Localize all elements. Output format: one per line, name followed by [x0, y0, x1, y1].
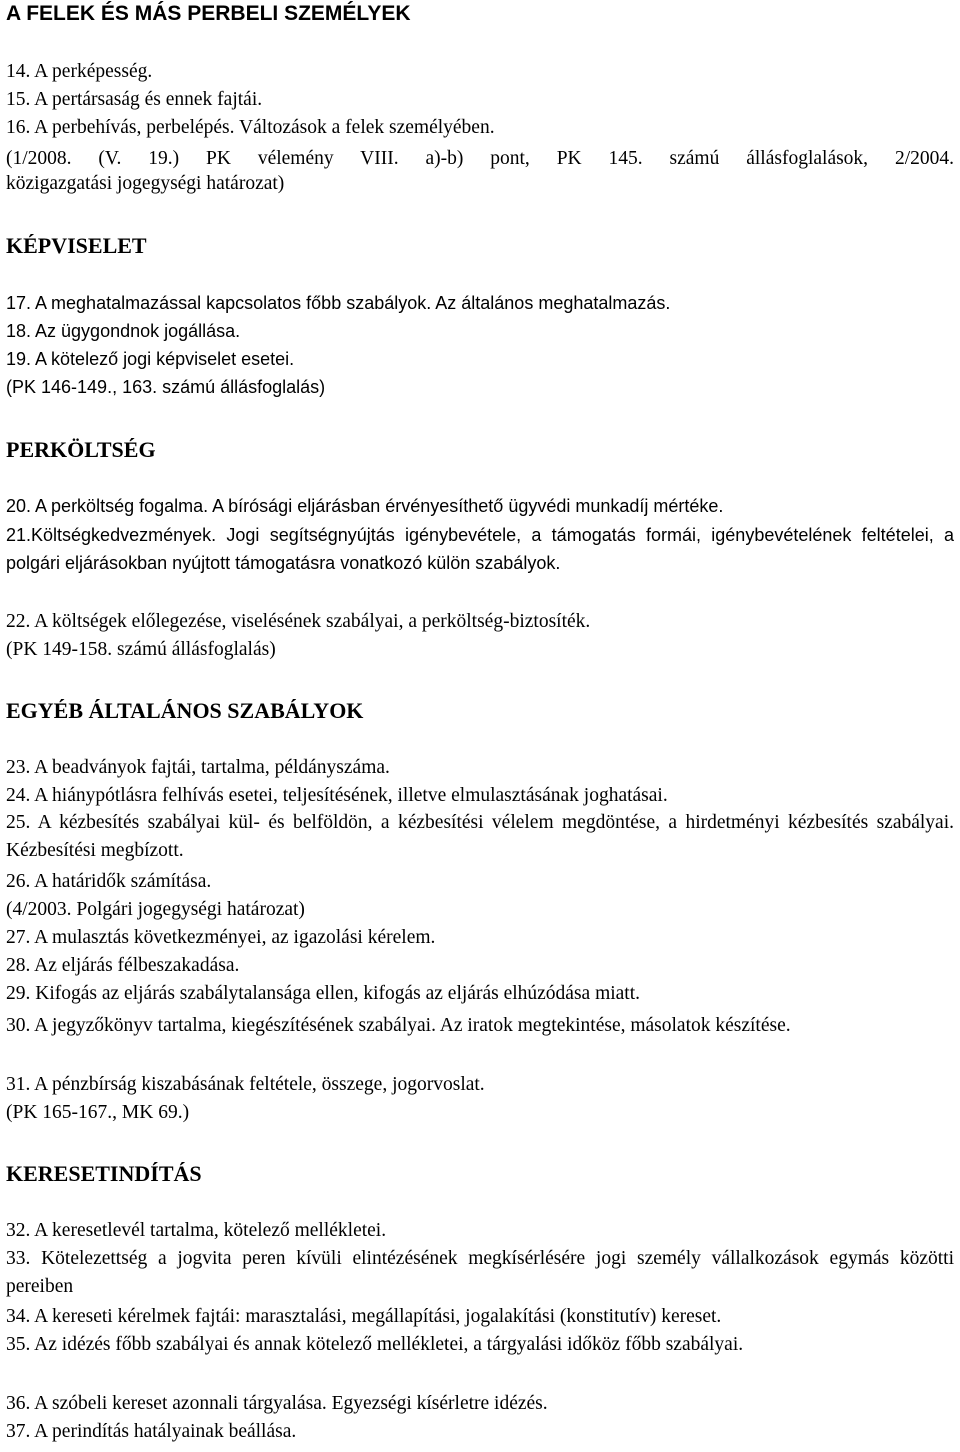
list-item-14: 14. A perképesség. — [6, 61, 153, 82]
list-item-22-reference: (PK 149-158. számú állásfoglalás) — [6, 639, 276, 660]
list-item-16-reference-cont: közigazgatási jogegységi határozat) — [6, 173, 285, 194]
list-item-34: 34. A kereseti kérelmek fajtái: marasztalási, megállapítási, jogalakítási (konstitutív) kereset. — [6, 1306, 722, 1327]
list-item-17: 17. A meghatalmazással kapcsolatos főbb szabályok. Az általános meghatalmazás. — [6, 293, 671, 313]
list-item-19-reference: (PK 146-149., 163. számú állásfoglalás) — [6, 377, 326, 397]
list-item-36: 36. A szóbeli kereset azonnali tárgyalása. Egyezségi kísérletre idézés. — [6, 1393, 548, 1414]
list-item-35: 35. Az idézés főbb szabályai és annak kötelező mellékletei, a tárgyalási időköz főbb szabályai. — [6, 1334, 744, 1355]
list-item-16-reference: (1/2008. (V. 19.) PK vélemény VIII. a)-b) pont, PK 145. számú állásfoglalások, 2/2004. — [6, 148, 954, 169]
list-item-32: 32. A keresetlevél tartalma, kötelező mellékletei. — [6, 1220, 387, 1241]
list-item-37: 37. A perindítás hatályainak beállása. — [6, 1421, 297, 1442]
list-item-27: 27. A mulasztás következményei, az igazolási kérelem. — [6, 927, 436, 948]
list-item-28: 28. Az eljárás félbeszakadása. — [6, 955, 240, 976]
list-item-26: 26. A határidők számítása. — [6, 871, 212, 892]
list-item-23: 23. A beadványok fajtái, tartalma, példányszáma. — [6, 757, 390, 778]
list-item-20: 20. A perköltség fogalma. A bírósági eljárásban érvényesíthető ügyvédi munkadíj mértéke. — [6, 496, 724, 516]
section-heading-felek: A FELEK ÉS MÁS PERBELI SZEMÉLYEK — [6, 2, 411, 25]
list-item-22: 22. A költségek előlegezése, viselésének szabályai, a perköltség-biztosíték. — [6, 611, 591, 632]
list-item-33: 33. Kötelezettség a jogvita peren kívüli elintézésének megkísérlésére jogi személy vállalkozások egymás közötti pereiben — [6, 1248, 954, 1297]
list-item-25: 25. A kézbesítés szabályai kül- és belföldön, a kézbesítési vélelem megdöntése, a hirdetményi kézbesítés szabályai. Kézbesítési megbízott. — [6, 812, 954, 861]
section-heading-kereset: KERESETINDÍTÁS — [6, 1161, 202, 1186]
list-item-30: 30. A jegyzőkönyv tartalma, kiegészítésének szabályai. Az iratok megtekintése, másolatok készítése. — [6, 1015, 791, 1036]
list-item-21: 21.Költségkedvezmények. Jogi segítségnyújtás igénybevétele, a támogatás formái, igénybevételének feltételei, a polgári eljárásokban nyújtott támogatásra vonatkozó külön szabályok. — [6, 525, 954, 573]
list-item-31: 31. A pénzbírság kiszabásának feltétele, összege, jogorvoslat. — [6, 1074, 485, 1095]
list-item-16: 16. A perbehívás, perbelépés. Változások a felek személyében. — [6, 117, 495, 138]
list-item-26-reference: (4/2003. Polgári jogegységi határozat) — [6, 899, 305, 920]
section-heading-kepviselet: KÉPVISELET — [6, 233, 147, 258]
section-heading-perkoltseg: PERKÖLTSÉG — [6, 437, 156, 462]
list-item-24: 24. A hiánypótlásra felhívás esetei, teljesítésének, illetve elmulasztásának joghatásai. — [6, 785, 668, 806]
list-item-19: 19. A kötelező jogi képviselet esetei. — [6, 349, 295, 369]
section-heading-egyeb: EGYÉB ÁLTALÁNOS SZABÁLYOK — [6, 698, 364, 723]
list-item-31-reference: (PK 165-167., MK 69.) — [6, 1102, 190, 1123]
list-item-18: 18. Az ügygondnok jogállása. — [6, 321, 241, 341]
list-item-29: 29. Kifogás az eljárás szabálytalansága ellen, kifogás az eljárás elhúzódása miatt. — [6, 983, 641, 1004]
list-item-15: 15. A pertársaság és ennek fajtái. — [6, 89, 263, 110]
